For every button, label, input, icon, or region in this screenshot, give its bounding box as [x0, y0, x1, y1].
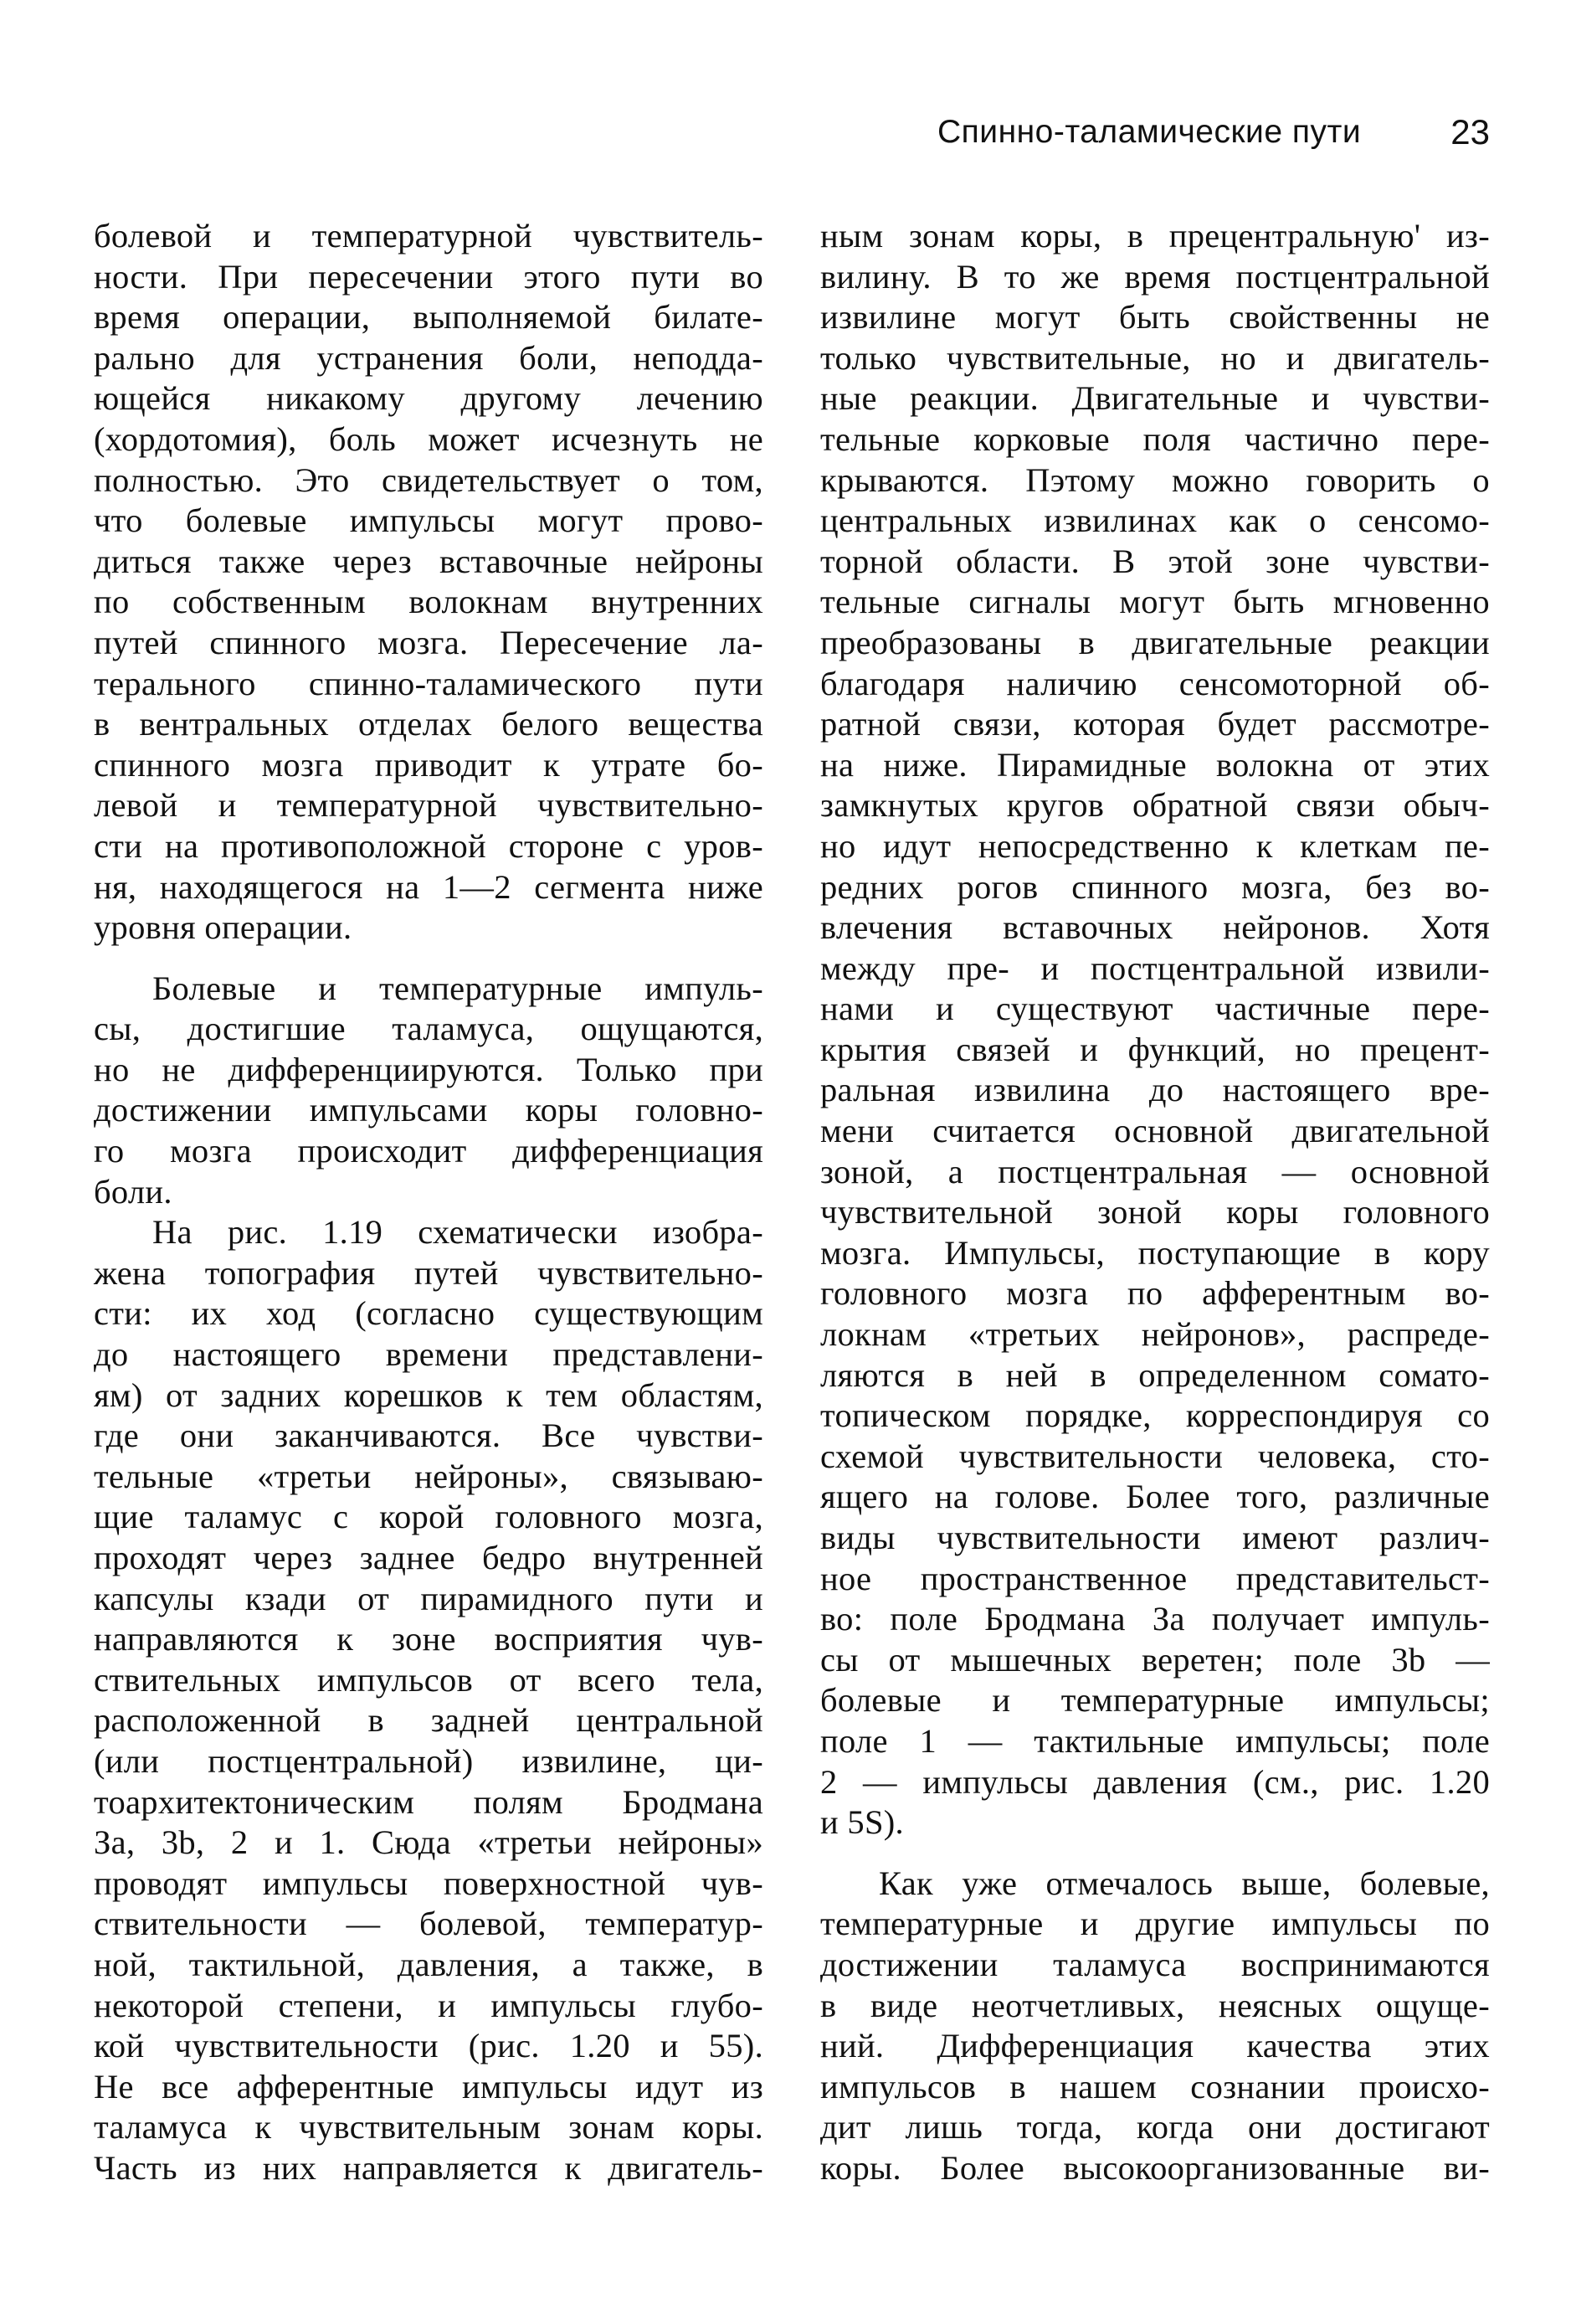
right-paragraph-1	[820, 216, 1490, 1843]
text-line: проходят через заднее бедро внутренней	[94, 1539, 763, 1576]
text-line: во: поле Бродмана За получает импуль-	[820, 1600, 1490, 1638]
text-line: что болевые импульсы могут прово-	[94, 501, 763, 540]
text-line: влечения вставочных нейронов. Хотя	[820, 908, 1490, 947]
text-line: жена топография путей чувствительно-	[94, 1253, 763, 1292]
text-line: ляются в ней в определенном сомато-	[820, 1355, 1490, 1394]
text-line: извилине могут быть свойственны не	[820, 298, 1490, 337]
text-line: торной области. В этой зоне чувстви-	[820, 542, 1490, 580]
text-line: го мозга происходит дифференциация	[94, 1132, 763, 1170]
text-line: Часть из них направляется к двигатель-	[94, 2148, 763, 2187]
text-line: поле 1 — тактильные импульсы; поле	[820, 1721, 1490, 1760]
text-line: центральных извилинах как о сенсомо-	[820, 501, 1490, 540]
text-line: сти: их ход (согласно существующим	[94, 1294, 763, 1333]
text-line: ные реакции. Двигательные и чувстви-	[820, 379, 1490, 418]
text-line: ящего на голове. Более того, различные	[820, 1478, 1490, 1516]
text-line: топическом порядке, корреспондируя со	[820, 1396, 1490, 1435]
text-line: дит лишь тогда, когда они достигают	[820, 2108, 1490, 2147]
text-line: мозга. Импульсы, поступающие в кору	[820, 1233, 1490, 1272]
text-line: в вентральных отделах белого вещества	[94, 705, 763, 743]
text-line: спинного мозга приводит к утрате бо-	[94, 745, 763, 784]
text-line: За, 3b, 2 и 1. Сюда «третьи нейроны»	[94, 1823, 763, 1862]
text-line: благодаря наличию сенсомоторной об-	[820, 664, 1490, 702]
text-line: замкнутых кругов обратной связи обыч-	[820, 786, 1490, 825]
text-line: достижении импульсами коры головно-	[94, 1091, 763, 1129]
text-line: головного мозга по афферентным во-	[820, 1274, 1490, 1313]
text-line: и 5S).	[820, 1803, 904, 1842]
text-line: мени считается основной двигательной	[820, 1112, 1490, 1150]
text-line: диться также через вставочные нейроны	[94, 542, 763, 580]
text-line: проводят импульсы поверхностной чув-	[94, 1864, 763, 1902]
text-line: тельные корковые поля частично пере-	[820, 419, 1490, 458]
running-head	[937, 107, 1490, 157]
text-line: На рис. 1.19 схематически изобра-	[152, 1213, 763, 1252]
text-line: 2 — импульсы давления (см., рис. 1.20	[820, 1762, 1490, 1801]
text-line: ральная извилина до настоящего вре-	[820, 1071, 1490, 1109]
text-line: на ниже. Пирамидные волокна от этих	[820, 745, 1490, 784]
text-line: вилину. В то же время постцентральной	[820, 257, 1490, 296]
text-line: коры. Более высокоорганизованные ви-	[820, 2148, 1490, 2187]
text-line: ющейся никакому другому лечению	[94, 379, 763, 418]
right-column	[820, 216, 1490, 2189]
left-paragraph-1	[94, 216, 763, 949]
text-line: ствительных импульсов от всего тела,	[94, 1660, 763, 1699]
text-line: ний. Дифференциация качества этих	[820, 2027, 1490, 2065]
page-number: 23	[1450, 112, 1490, 152]
text-line: ня, находящегося на 1—2 сегмента ниже	[94, 867, 763, 906]
text-line: боли.	[94, 1172, 172, 1211]
text-line: кой чувствительности (рис. 1.20 и 55).	[94, 2027, 763, 2065]
text-line: (или постцентральной) извилине, ци-	[94, 1741, 763, 1780]
text-line: ям) от задних корешков к тем областям,	[94, 1375, 763, 1414]
text-line: редних рогов спинного мозга, без во-	[820, 867, 1490, 906]
text-line: между пре- и постцентральной извили-	[820, 949, 1490, 987]
text-line: таламуса к чувствительным зонам коры.	[94, 2108, 763, 2147]
text-line: температурные и другие импульсы по	[820, 1905, 1490, 1943]
text-line: только чувствительные, но и двигатель-	[820, 338, 1490, 377]
text-line: полностью. Это свидетельствует о том,	[94, 460, 763, 499]
text-line: по собственным волокнам внутренних	[94, 583, 763, 621]
text-line: преобразованы в двигательные реакции	[820, 623, 1490, 661]
text-line: ствительности — болевой, температур-	[94, 1905, 763, 1943]
text-line: импульсов в нашем сознании происхо-	[820, 2067, 1490, 2105]
text-line: ное пространственное представительст-	[820, 1559, 1490, 1597]
text-line: расположенной в задней центральной	[94, 1701, 763, 1740]
text-line: ной, тактильной, давления, а также, в	[94, 1945, 763, 1983]
text-line: ности. При пересечении этого пути во	[94, 257, 763, 296]
text-line: ным зонам коры, в прецентральную' из-	[820, 217, 1490, 255]
text-line: тельные сигналы могут быть мгновенно	[820, 583, 1490, 621]
text-line: нами и существуют частичные пере-	[820, 990, 1490, 1028]
text-line: путей спинного мозга. Пересечение ла-	[94, 623, 763, 661]
text-line: тельные «третьи нейроны», связываю-	[94, 1457, 763, 1495]
text-line: (хордотомия), боль может исчезнуть не	[94, 419, 763, 458]
text-line: щие таламус с корой головного мозга,	[94, 1498, 763, 1536]
left-column	[94, 216, 763, 2189]
text-line: капсулы кзади от пирамидного пути и	[94, 1579, 763, 1617]
text-line: терального спинно-таламического пути	[94, 664, 763, 702]
running-title: Спинно-таламические пути	[937, 114, 1362, 150]
text-line: но идут непосредственно к клеткам пе-	[820, 826, 1490, 865]
left-paragraph-2	[94, 969, 763, 1213]
text-line: время операции, выполняемой билате-	[94, 298, 763, 337]
text-line: некоторой степени, и импульсы глубо-	[94, 1986, 763, 2024]
text-line: виды чувствительности имеют различ-	[820, 1519, 1490, 1556]
text-line: сы от мышечных веретен; поле 3b —	[820, 1640, 1490, 1679]
text-line: Как уже отмечалось выше, болевые,	[879, 1864, 1490, 1902]
text-line: болевые и температурные импульсы;	[820, 1681, 1490, 1720]
text-line: до настоящего времени представлени-	[94, 1335, 763, 1374]
text-line: направляются к зоне восприятия чув-	[94, 1620, 763, 1658]
text-line: зоной, а постцентральная — основной	[820, 1152, 1490, 1190]
text-line: рально для устранения боли, неподда-	[94, 338, 763, 377]
text-line: в виде неотчетливых, неясных ощуще-	[820, 1986, 1490, 2024]
text-line: но не дифференциируются. Только при	[94, 1050, 763, 1088]
text-line: Болевые и температурные импуль-	[152, 969, 763, 1007]
text-line: тоархитектоническим полям Бродмана	[94, 1782, 763, 1821]
text-line: Не все афферентные импульсы идут из	[94, 2067, 763, 2105]
text-line: болевой и температурной чувствитель-	[94, 217, 763, 255]
left-paragraph-3	[94, 1212, 763, 2188]
text-line: уровня операции.	[94, 908, 352, 947]
right-paragraph-2	[820, 1864, 1490, 2189]
text-line: сти на противоположной стороне с уров-	[94, 826, 763, 865]
text-line: левой и температурной чувствительно-	[94, 786, 763, 825]
text-line: чувствительной зоной коры головного	[820, 1193, 1490, 1231]
text-line: схемой чувствительности человека, сто-	[820, 1437, 1490, 1475]
text-line: крытия связей и функций, но прецент-	[820, 1030, 1490, 1068]
text-line: сы, достигшие таламуса, ощущаются,	[94, 1010, 763, 1048]
text-line: локнам «третьих нейронов», распреде-	[820, 1315, 1490, 1354]
text-line: крываются. Пэтому можно говорить о	[820, 460, 1490, 499]
text-line: достижении таламуса воспринимаются	[820, 1945, 1490, 1983]
text-line: где они заканчиваются. Все чувстви-	[94, 1417, 763, 1455]
text-line: ратной связи, которая будет рассмотре-	[820, 705, 1490, 743]
